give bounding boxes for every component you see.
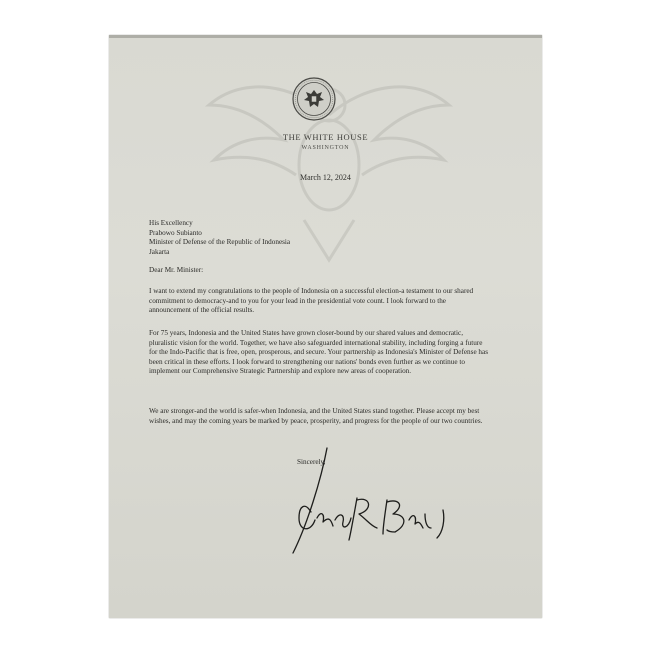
recipient-line: His Excellency: [149, 219, 193, 227]
paragraph-closing-wishes: We are stronger-and the world is safer-when Indonesia, and the United States stand together. Please accept my best wishes, and may the coming years be marked by peace, prosperity, and progress for the people of our two countries.: [149, 407, 483, 425]
recipient-line: Jakarta: [149, 247, 170, 256]
recipient-address: [149, 219, 489, 257]
handwritten-signature-icon: [259, 440, 459, 560]
letterhead-title: THE WHITE HOUSE: [282, 132, 369, 142]
presidential-seal-icon: [292, 77, 336, 121]
letterhead-subtitle: WASHINGTON: [301, 145, 350, 151]
letter-date: March 12, 2024: [300, 173, 351, 182]
closing-sincerely: Sincerely,: [297, 458, 326, 466]
paragraph-partnership: For 75 years, Indonesia and the United States have grown closer-bound by our shared values and democratic, pluralistic vision for the world. Together, we have also safeguarded international stability, including forging a future for the Indo-Pacific that is free, open, prosperous, and secure. Your partnership as Indonesia's Minister of Defense has been critical in these efforts. I look forward to strengthening our nations' bonds even further as we continue to implement our Comprehensive Strategic Partnership and explore new areas of cooperation.: [149, 329, 489, 376]
letter-sheet: [109, 35, 542, 618]
recipient-line: Prabowo Subianto: [149, 228, 202, 237]
salutation: Dear Mr. Minister:: [149, 266, 204, 274]
recipient-line: Minister of Defense of the Republic of Indonesia: [149, 238, 291, 247]
paragraph-congratulations: I want to extend my congratulations to the people of Indonesia on a successful election-a testament to our shared commitment to democracy-and to you for your lead in the presidential vote count. I look forward to the announcement of the official results.: [149, 287, 474, 315]
